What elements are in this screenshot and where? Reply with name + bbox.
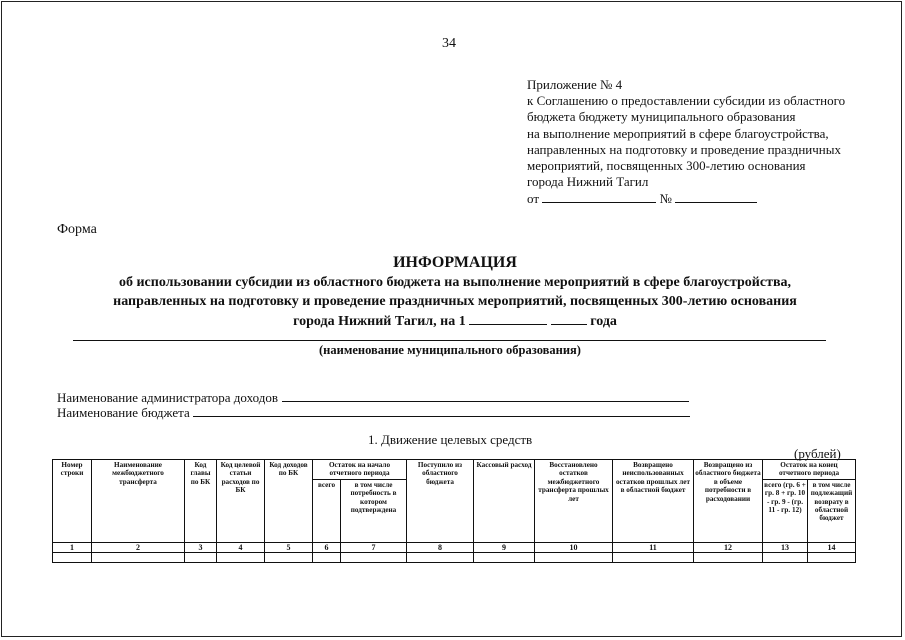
appendix-line-6: мероприятий, посвященных 300-летию основания <box>527 158 806 174</box>
table-cell <box>474 553 535 563</box>
title-year-blank <box>551 312 587 325</box>
header-closing-to-return: в том числе подлежащий возврату в областной бюджет <box>808 479 856 542</box>
header-returned-unused: Возвращено неиспользованных остатков прошлых лет в областной бюджет <box>613 460 694 543</box>
appendix-block <box>527 77 845 208</box>
municipality-caption: (наименование муниципального образования) <box>319 343 581 357</box>
table-cell <box>763 553 808 563</box>
table-cell <box>341 553 407 563</box>
admin-field <box>57 390 278 406</box>
table-cell <box>265 553 313 563</box>
header-opening-balance: Остаток на начало отчетного периода <box>313 460 407 480</box>
document-title <box>40 253 870 331</box>
table-cell <box>313 553 341 563</box>
header-row-1 <box>53 460 856 480</box>
header-closing-balance: Остаток на конец отчетного периода <box>763 460 856 480</box>
column-number: 1 <box>53 543 92 553</box>
form-label: Форма <box>57 222 97 237</box>
date-prefix: от <box>527 191 540 207</box>
table-cell <box>185 553 217 563</box>
column-number: 9 <box>474 543 535 553</box>
date-blank <box>542 190 656 203</box>
header-chapter-code: Код главы по БК <box>185 460 217 543</box>
budget-field <box>57 405 190 421</box>
header-target-code: Код целевой статьи расходов по БК <box>217 460 265 543</box>
column-number: 10 <box>535 543 613 553</box>
table-cell <box>694 553 763 563</box>
header-row-number: Номер строки <box>53 460 92 543</box>
budget-label: Наименование бюджета <box>57 405 190 420</box>
title-heading: ИНФОРМАЦИЯ <box>393 254 517 271</box>
table-cell <box>217 553 265 563</box>
appendix-line-2: к Соглашению о предоставлении субсидии из областного <box>527 93 846 109</box>
appendix-line-3: бюджета бюджету муниципального образования <box>527 109 796 125</box>
budget-blank-line <box>193 416 690 417</box>
column-number: 13 <box>763 543 808 553</box>
title-line-3 <box>40 312 870 332</box>
header-restored: Восстановлено остатков межбюджетного трансферта прошлых лет <box>535 460 613 543</box>
header-opening-total: всего <box>313 479 341 542</box>
appendix-line-7: города Нижний Тагил <box>527 174 649 190</box>
title-line-3-end: года <box>590 313 617 329</box>
table-cell <box>808 553 856 563</box>
table-cell <box>613 553 694 563</box>
table-cell <box>92 553 185 563</box>
appendix-line-1: Приложение № 4 <box>527 77 623 92</box>
column-number: 12 <box>694 543 763 553</box>
column-number: 4 <box>217 543 265 553</box>
column-number: 6 <box>313 543 341 553</box>
number-blank <box>675 190 757 203</box>
header-opening-confirmed: в том числе потребность в котором подтверждена <box>341 479 407 542</box>
appendix-date-line <box>527 190 845 207</box>
column-number: 11 <box>613 543 694 553</box>
column-number: 5 <box>265 543 313 553</box>
header-cash-expense: Кассовый расход <box>474 460 535 543</box>
column-number: 3 <box>185 543 217 553</box>
table-cell <box>535 553 613 563</box>
column-number: 7 <box>341 543 407 553</box>
table-cell <box>407 553 474 563</box>
page-number: 34 <box>442 36 456 51</box>
number-prefix: № <box>659 191 672 207</box>
column-number: 14 <box>808 543 856 553</box>
title-line-2: направленных на подготовку и проведение праздничных мероприятий, посвященных 300-летию основания <box>113 294 797 309</box>
table-cell <box>53 553 92 563</box>
title-date-blank <box>469 312 547 325</box>
admin-blank-line <box>282 401 689 402</box>
header-revenue-code: Код доходов по БК <box>265 460 313 543</box>
column-number: 2 <box>92 543 185 553</box>
header-received: Поступило из областного бюджета <box>407 460 474 543</box>
header-returned-from-budget: Возвращено из областного бюджета в объеме потребности в расходовании <box>694 460 763 543</box>
admin-label: Наименование администратора доходов <box>57 390 278 405</box>
table-row <box>53 553 856 563</box>
funds-movement-table <box>52 459 856 563</box>
appendix-line-5: направленных на подготовку и проведение праздничных <box>527 141 841 157</box>
section-title: 1. Движение целевых средств <box>368 432 533 447</box>
column-numbers-row <box>53 543 856 553</box>
title-line-3-start: города Нижний Тагил, на 1 <box>293 313 466 329</box>
units-label: (рублей) <box>794 446 841 461</box>
header-closing-total: всего (гр. 6 + гр. 8 + гр. 10 - гр. 9 - (гр. 11 - гр. 12) <box>763 479 808 542</box>
column-number: 8 <box>407 543 474 553</box>
municipality-line <box>73 340 826 341</box>
appendix-line-4: на выполнение мероприятий в сфере благоустройства, <box>527 125 829 141</box>
title-line-1: об использовании субсидии из областного бюджета на выполнение мероприятий в сфере благоустройства, <box>118 274 792 290</box>
header-transfer-name: Наименование межбюджетного трансферта <box>92 460 185 543</box>
